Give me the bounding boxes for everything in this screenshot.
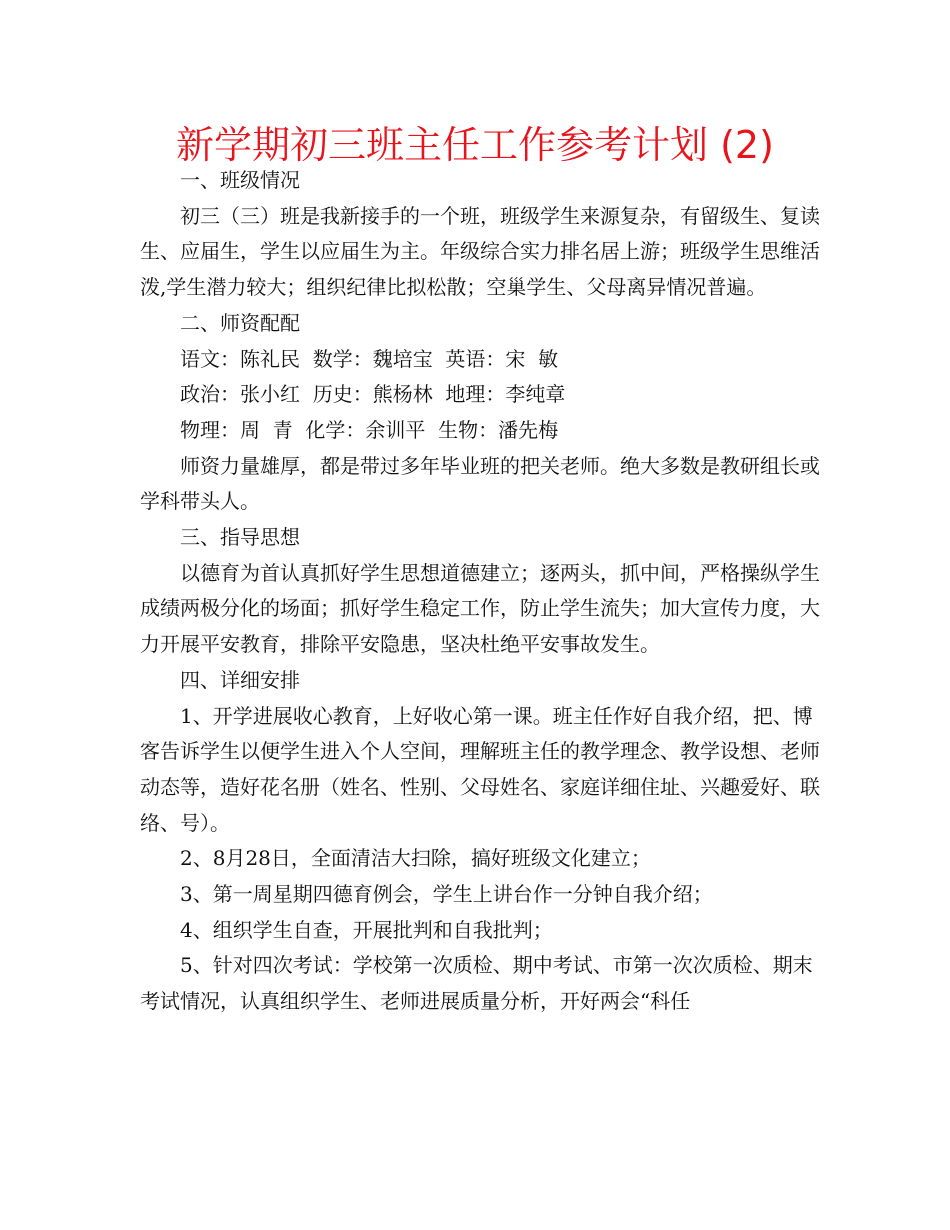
document-body xyxy=(140,163,830,1020)
teacher-line-2: 政治：张小红 历史：熊杨林 地理：李纯章 xyxy=(180,382,566,407)
teacher-line-3: 物理：周 青 化学：余训平 生物：潘先梅 xyxy=(180,417,559,442)
paragraph-teacher-strength: 师资力量雄厚，都是带过多年毕业班的把关老师。绝大多数是教研组长或学科带头人。 xyxy=(140,453,820,514)
section-heading-guiding-ideas: 三、指导思想 xyxy=(180,525,300,550)
arrangement-item-5: 5、针对四次考试：学校第一次质检、期中考试、市第一次次质检、期末考试情况，认真组织学生、老师进展质量分析，开好两会“科任 xyxy=(140,953,813,1014)
document-title: 新学期初三班主任工作参考计划 (2) xyxy=(176,123,774,167)
arrangement-item-4: 4、组织学生自查，开展批判和自我批判； xyxy=(180,917,553,942)
paragraph-guiding-ideas: 以德育为首认真抓好学生思想道德建立；逐两头，抓中间，严格操纵学生成绩两极分化的场面；抓好学生稳定工作，防止学生流失；加大宣传力度，大力开展平安教育，排除平安隐患，坚决杜绝平安事故发生。 xyxy=(140,560,820,657)
teacher-line-1: 语文：陈礼民 数学：魏培宝 英语：宋 敏 xyxy=(180,346,559,371)
paragraph-class-situation: 初三（三）班是我新接手的一个班，班级学生来源复杂，有留级生、复读生、应届生，学生以应届生为主。年级综合实力排名居上游；班级学生思维活泼,学生潜力较大；组织纪律比拟松散；空巢学生、父母离异情况普遍。 xyxy=(140,203,820,300)
section-heading-teachers: 二、师资配配 xyxy=(180,310,300,335)
section-heading-arrangements: 四、详细安排 xyxy=(180,667,300,692)
arrangement-item-1: 1、开学进展收心教育，上好收心第一课。班主任作好自我介绍，把、博客告诉学生以便学生进入个人空间，理解班主任的教学理念、教学设想、老师动态等，造好花名册（姓名、性别、父母姓名、家庭详细住址、兴趣爱好、联络、号）。 xyxy=(140,703,820,835)
arrangement-item-3: 3、第一周星期四德育例会，学生上讲台作一分钟自我介绍； xyxy=(180,882,713,907)
arrangement-item-2: 2、8月28日，全面清洁大扫除，搞好班级文化建立； xyxy=(180,846,651,871)
section-heading-class-situation: 一、班级情况 xyxy=(180,168,300,192)
